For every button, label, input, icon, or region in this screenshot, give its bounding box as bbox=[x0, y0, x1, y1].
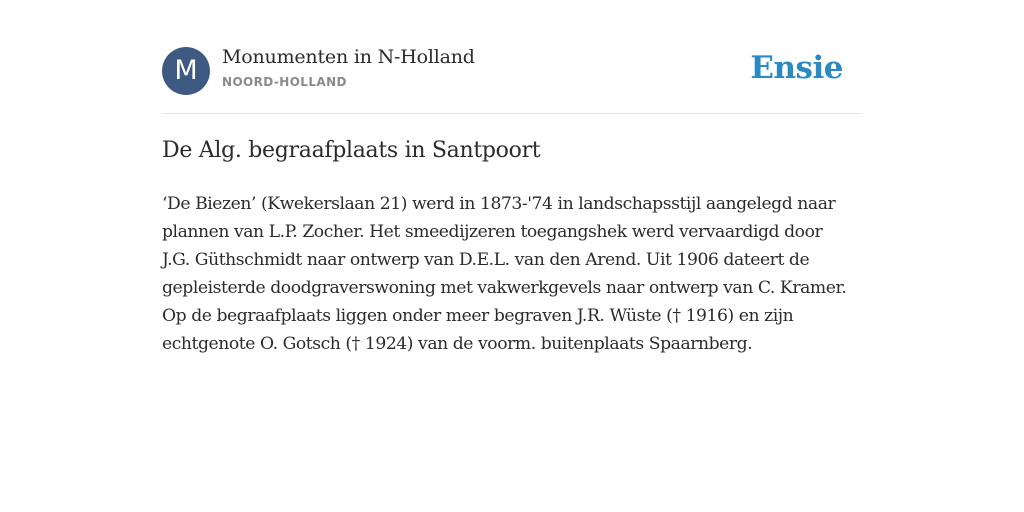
header-divider bbox=[162, 113, 862, 114]
article-body-line: plannen van L.P. Zocher. Het smeedijzeren toegangshek werd vervaardigd door bbox=[162, 222, 823, 242]
brand-logo[interactable]: Ensie bbox=[750, 50, 843, 86]
source-header bbox=[162, 46, 862, 96]
article-body bbox=[162, 190, 866, 358]
source-avatar[interactable]: M bbox=[162, 47, 210, 95]
article-title: De Alg. begraafplaats in Santpoort bbox=[162, 138, 541, 163]
article-body-line: gepleisterde doodgraverswoning met vakwerkgevels naar ontwerp van C. Kramer. bbox=[162, 278, 847, 298]
article-body-line: echtgenote O. Gotsch († 1924) van de voorm. buitenplaats Spaarnberg. bbox=[162, 334, 753, 354]
source-subtitle: NOORD-HOLLAND bbox=[222, 75, 347, 89]
source-title[interactable]: Monumenten in N-Holland bbox=[222, 46, 475, 68]
article-body-line: J.G. Güthschmidt naar ontwerp van D.E.L. van den Arend. Uit 1906 dateert de bbox=[162, 250, 810, 270]
article-body-line: Op de begraafplaats liggen onder meer begraven J.R. Wüste († 1916) en zijn bbox=[162, 306, 794, 326]
article-body-line: ‘De Biezen’ (Kwekerslaan 21) werd in 1873-'74 in landschapsstijl aangelegd naar bbox=[162, 194, 836, 214]
